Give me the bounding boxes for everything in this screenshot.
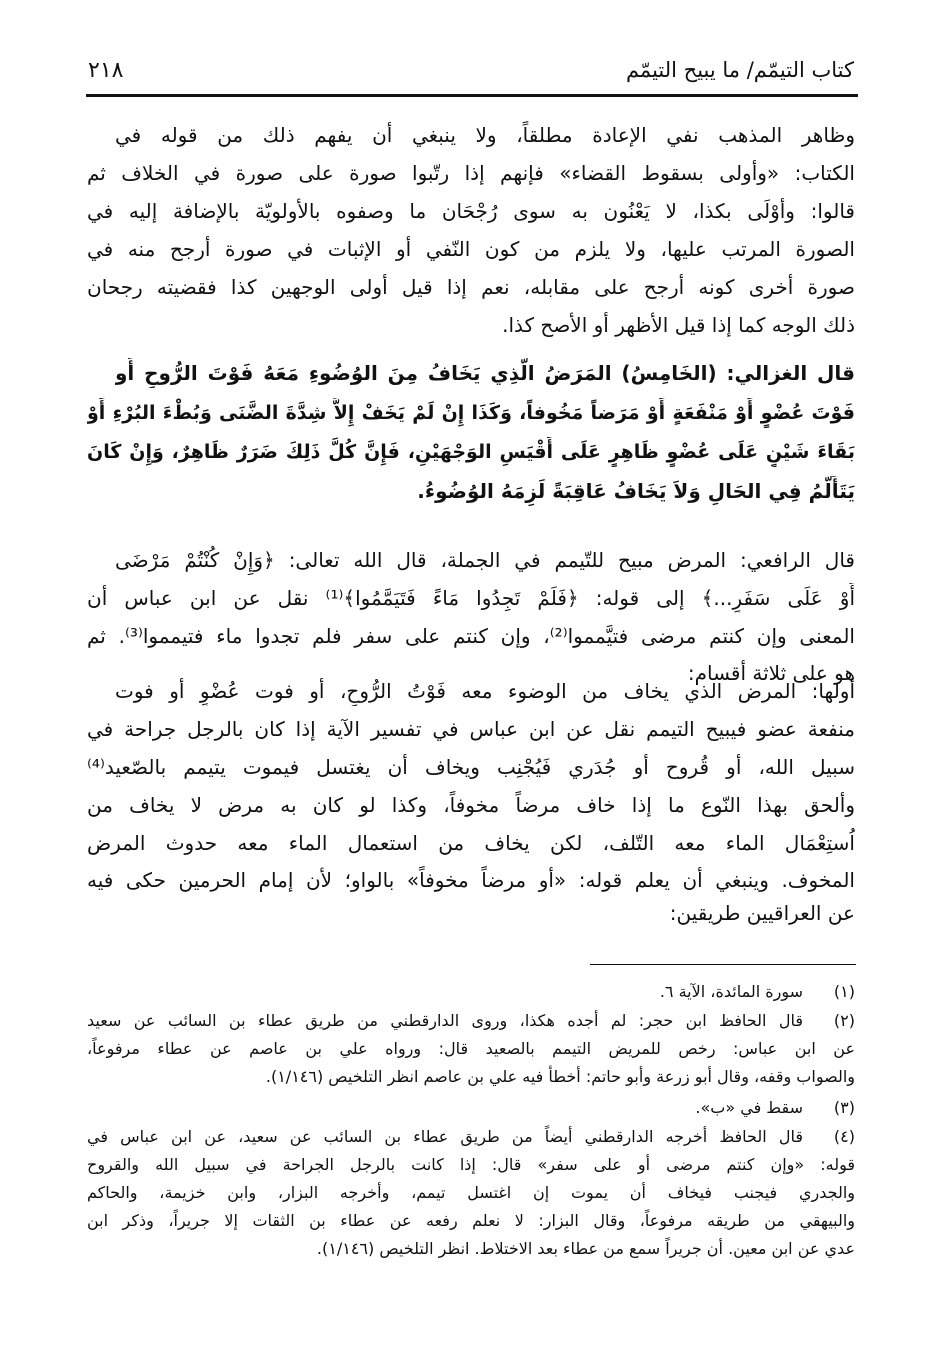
- footnote-text: سقط في «ب».: [695, 1098, 803, 1117]
- footnote-continuation: والبيهقي من طريقه مرفوعاً، وقال البزار: لا نعلم رفعه عن عطاء بن الثقات إلا جريراً، وذكر ابن: [87, 1211, 855, 1230]
- body-line: أولها: المرض الذي يخاف من الوضوء معه فَوْتُ الرُّوحِ، أو فوت عُضْوٍ أو فوت: [115, 679, 855, 703]
- body-line: وألحق بهذا النّوع ما إذا خاف مرضاً مخوفاً، وكذا لو كان به مرض لا يخاف من: [87, 793, 855, 817]
- body-line: اُستِعْمَال الماء معه التّلف، لكن يخاف من استعمال الماء معه حدوث المرض: [87, 831, 855, 855]
- footnote-text: قال الحافظ أخرجه الدارقطني أيضاً من طريق عطاء بن السائب عن سعيد، عن ابن عباس في: [87, 1127, 803, 1146]
- body-line: وظاهر المذهب نفي الإعادة مطلقاً، ولا ينبغي أن يفهم ذلك من قوله في: [115, 123, 855, 147]
- body-line: قال الرافعي: المرض مبيح للتّيمم في الجملة، قال الله تعالى: ﴿وَإِنْ كُنْتُمْ مَرْضَى: [115, 548, 855, 572]
- footnote-continuation: والجدري فيجنب فيخاف أن يموت إن اغتسل تيمم، وأخرجه البزار، وابن خزيمة، والحاكم: [87, 1183, 855, 1202]
- matn-line: فَوْتَ عُضْوٍ أَوْ مَنْفَعَةٍ أَوْ مَرَضاً مَخُوفاً، وَكَذَا إِنْ لَمْ يَخَفْ إِلاَّ شِدَّةَ الضَّنَى وَبُطْءَ البُرْءِ أَوْ: [87, 402, 855, 424]
- body-line: أَوْ عَلَى سَفَرٍ...﴾ إلى قوله: ﴿فَلَمْ تَجِدُوا مَاءً فَتَيَمَّمُوا﴾⁽¹⁾ نقل عن ابن عباس أن: [87, 586, 855, 610]
- footnote-text: قال الحافظ ابن حجر: لم أجده هكذا، وروى الدارقطني من طريق عطاء بن السائب عن سعيد: [87, 1011, 803, 1030]
- footnote-4: [87, 1125, 855, 1149]
- body-line: المعنى وإن كنتم مرضى فتيَّمموا⁽²⁾، وإن كنتم على سفر فلم تجدوا ماء فتيمموا⁽³⁾. ثم: [87, 624, 855, 648]
- body-line: منفعة عضو فيبيح التيمم نقل عن ابن عباس في تفسير الآية إذا كان بالرجل جراحة في: [87, 717, 855, 741]
- body-line: الكتاب: «وأولى بسقوط القضاء» فإنهم إذا رتّبوا صورة على صورة في الخلاف ثم: [87, 161, 855, 185]
- footnote-continuation: والصواب وقفه، وقال أبو زرعة وأبو حاتم: أخطأ فيه علي بن عاصم انظر التلخيص (١/١٤٦).: [265, 1067, 855, 1086]
- body-line: هو على ثلاثة أقسام:: [687, 661, 855, 685]
- footnote-number: (١): [833, 982, 855, 1001]
- body-line: سبيل الله، أو قُروح أو جُدَري فَيُجْنِب ويخاف أن يغتسل فيموت يتيمم بالصّعيد⁽⁴⁾: [87, 755, 855, 779]
- running-title: كتاب التيمّم/ ما يبيح التيمّم: [625, 58, 854, 82]
- footnote-2: [87, 1009, 855, 1033]
- body-line: ذلك الوجه كما إذا قيل الأظهر أو الأصح كذا.: [502, 313, 855, 337]
- matn-line: قال الغزالي: (الخَامِسُ) المَرَضُ الَّذِي يَخَافُ مِنَ الوُضُوءِ مَعَهُ فَوْتَ الرُّوحِ أَو: [115, 361, 855, 385]
- footnote-number: (٣): [833, 1098, 855, 1117]
- body-line: الصورة المرتب عليها، ولا يلزم من كون النّفي أو الإثبات في صورة أرجح منه في: [87, 237, 855, 261]
- footnote-number: (٤): [833, 1127, 855, 1146]
- footnote-number: (٢): [833, 1011, 855, 1030]
- header-rule: [86, 94, 858, 97]
- page-number: ٢١٨: [88, 58, 124, 83]
- footnote-rule: [590, 964, 856, 965]
- footnote-continuation: عن ابن عباس: رخص للمريض التيمم بالصعيد قال: ورواه علي بن عاصم عن عطاء مرفوعاً،: [87, 1039, 855, 1058]
- body-line: عن العراقيين طريقين:: [669, 901, 855, 925]
- footnote-1: [87, 980, 855, 1004]
- footnote-continuation: قوله: «وإن كنتم مرضى أو على سفر» قال: إذا كانت بالرجل الجراحة في سبيل الله والقروح: [87, 1155, 855, 1174]
- matn-line: يَتَأَلَّمُ فِي الحَالِ وَلاَ يَخَافُ عَاقِبَةً لَزِمَهُ الوُضُوءُ.: [417, 479, 855, 503]
- footnote-continuation: عدي عن ابن معين. أن جريراً سمع من عطاء بعد الاختلاط. انظر التلخيص (١/١٤٦).: [316, 1239, 855, 1258]
- footnote-3: [87, 1096, 855, 1120]
- matn-line: بَقَاءَ شَيْنٍ عَلَى عُضْوٍ ظَاهِرٍ عَلَى أَقْيَسِ الوَجْهَيْنِ، فَإِنَّ كُلَّ ذَلِكَ ضَرَرٌ ظَاهِرٌ، وَإِنْ كَانَ: [87, 441, 855, 463]
- footnote-text: سورة المائدة، الآية ٦.: [659, 982, 803, 1001]
- body-line: قالوا: وأوْلَى بكذا، لا يَعْنُون به سوى رُجْحَان ما وصفوه بالأولويّة بالإضافة إليه في: [87, 199, 855, 223]
- body-line: صورة أخرى كونه أرجح على مقابله، نعم إذا قيل أولى الوجهين كذا فقضيته رجحان: [87, 275, 855, 299]
- body-line: المخوف. وينبغي أن يعلم قوله: «أو مرضاً مخوفاً» بالواو؛ لأن إمام الحرمين حكى فيه: [87, 868, 855, 892]
